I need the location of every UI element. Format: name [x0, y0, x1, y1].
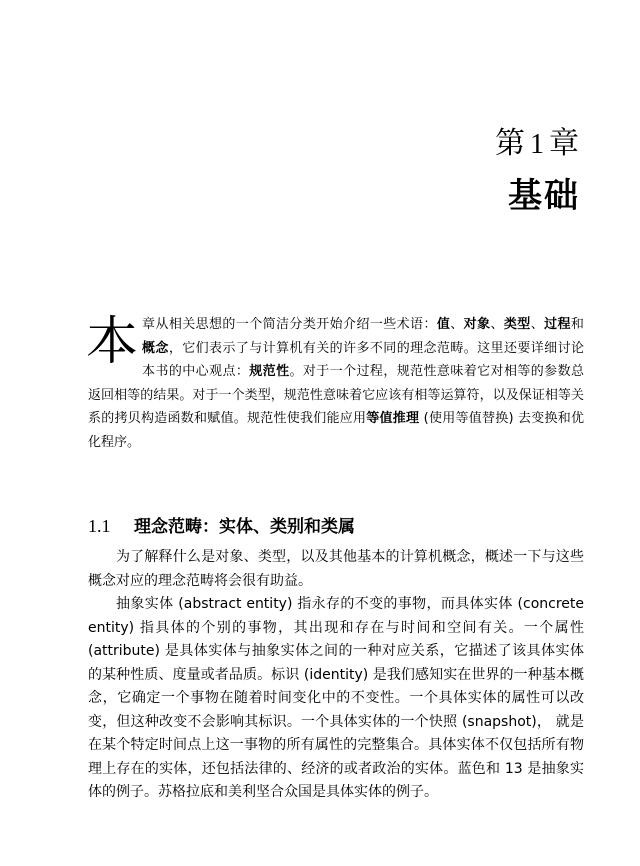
term-object: 对象 [463, 317, 491, 332]
drop-cap: 本 [86, 312, 139, 372]
term-type: 类型 [503, 317, 531, 332]
intro-text: ，它们表示了与计算机有关的许多不同的理念范畴。这里还要详细讨论本书的中心观点： [142, 340, 584, 380]
intro-text: 。对于一个过程，规范性意味着它对相等的参数总返回相等的结果。对于一个类型，规范性意味着它应该有相等运算符，以及保证相等关系的拷贝构造函数和赋值。规范性使我们能应用 [88, 364, 584, 427]
chapter-prefix: 第 [495, 126, 526, 161]
section-heading [88, 514, 584, 539]
intro-text: (使用等值替换) 去变换和优化程序。 [88, 411, 584, 450]
separator: 、 [450, 317, 464, 332]
term-value: 值 [436, 317, 451, 332]
section-title: 理念范畴：实体、类别和类属 [134, 517, 355, 537]
section-body [88, 546, 584, 805]
intro-text: 章从相关思想的一个简洁分类开始介绍一些术语： [142, 317, 437, 332]
intro-paragraph [88, 313, 584, 455]
term-regularity: 规范性 [249, 364, 290, 380]
body-paragraph: 抽象实体 (abstract entity) 指永存的不变的事物，而具体实体 (concrete entity) 指具体的个别的事物，其出现和存在与时间和空间有关。一个属性 (attribute) 是具体实体与抽象实体之间的一种对应关系，它描述了该具体实体的某种性质、度量或者品质。标识 (identity) 是我们感知实在世界的一种基本概念，它确定一个事物在随着时间变化中的不变性。一个具体实体的属性可以改变，但这种改变不会影响其标识。一个具体实体的一个快照 (snapshot)， 就是在某个特定时间点上这一事物的所有属性的完整集合。具体实体不仅包括所有物理上存在的实体，还包括法律的、经济的或者政治的实体。蓝色和 13 是抽象实体的例子。苏格拉底和美利坚合众国是具体实体的例子。 [88, 596, 584, 800]
chapter-title: 基础 [508, 176, 580, 216]
term-equational-reasoning: 等值推理 [366, 411, 420, 427]
term-process: 过程 [544, 317, 571, 332]
chapter-suffix: 章 [549, 126, 580, 161]
body-paragraph: 为了解释什么是对象、类型，以及其他基本的计算机概念，概述一下与这些概念对应的理念范畴将会很有助益。 [88, 549, 584, 589]
chapter-label [495, 126, 580, 163]
chapter-number: 1 [530, 129, 545, 160]
separator: 、 [530, 317, 545, 332]
section-number: 1.1 [88, 516, 111, 536]
separator: 、 [490, 317, 504, 332]
separator: 和 [570, 317, 584, 332]
term-concept: 概念 [142, 340, 169, 356]
